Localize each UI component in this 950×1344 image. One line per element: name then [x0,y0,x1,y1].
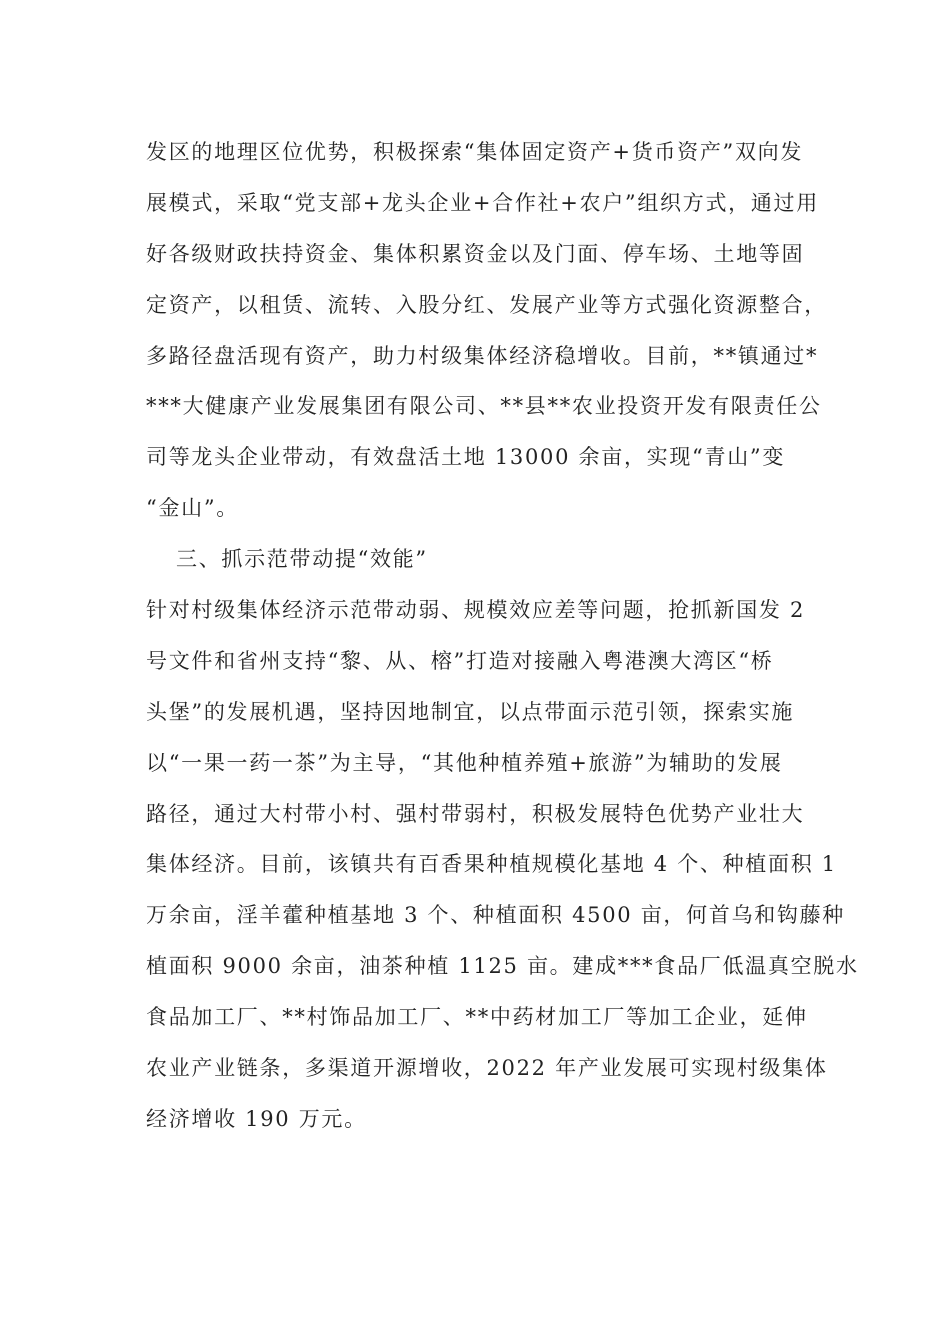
text-line: 食品加工厂、**村饰品加工厂、**中药材加工厂等加工企业，延伸 [146,1005,808,1030]
paragraph-2 [146,585,859,1145]
text-line: “金山”。 [146,496,239,521]
text-line: 以“一果一药一茶”为主导，“其他种植养殖+旅游”为辅助的发展 [146,750,783,775]
text-line: 经济增收 190 万元。 [146,1106,367,1131]
text-line: 司等龙头企业带动，有效盘活土地 13000 余亩，实现“青山”变 [146,445,786,470]
text-line: 多路径盘活现有资产，助力村级集体经济稳增收。目前，**镇通过* [146,343,819,368]
text-line: 万余亩，淫羊藿种植基地 3 个、种植面积 4500 亩，何首乌和钩藤种 [146,903,846,928]
text-line: 植面积 9000 余亩，油茶种植 1125 亩。建成***食品厂低温真空脱水 [146,954,859,979]
text-line: 针对村级集体经济示范带动弱、规模效应差等问题，抢抓新国发 2 [146,598,806,623]
text-line: 号文件和省州支持“黎、从、榕”打造对接融入粤港澳大湾区“桥 [146,648,774,673]
text-line: 好各级财政扶持资金、集体积累资金以及门面、停车场、土地等固 [146,241,805,266]
text-line: 定资产，以租赁、流转、入股分红、发展产业等方式强化资源整合， [146,292,827,317]
document-body [146,127,859,1145]
text-line: 农业产业链条，多渠道开源增收，2022 年产业发展可实现村级集体 [146,1056,828,1081]
text-line: ***大健康产业发展集团有限公司、**县**农业投资开发有限责任公 [146,394,822,419]
text-line: 展模式，采取“党支部+龙头企业+合作社+农户”组织方式，通过用 [146,190,819,215]
text-line: 发区的地理区位优势，积极探索“集体固定资产+货币资产”双向发 [146,140,804,164]
text-line: 集体经济。目前，该镇共有百香果种植规模化基地 4 个、种植面积 1 [146,852,837,877]
section-heading: 三、抓示范带动提“效能” [176,547,428,572]
paragraph-1 [146,127,827,534]
text-line: 路径，通过大村带小村、强村带弱村，积极发展特色优势产业壮大 [146,801,805,826]
text-line: 头堡”的发展机遇，坚持因地制宜，以点带面示范引领，探索实施 [146,699,795,724]
